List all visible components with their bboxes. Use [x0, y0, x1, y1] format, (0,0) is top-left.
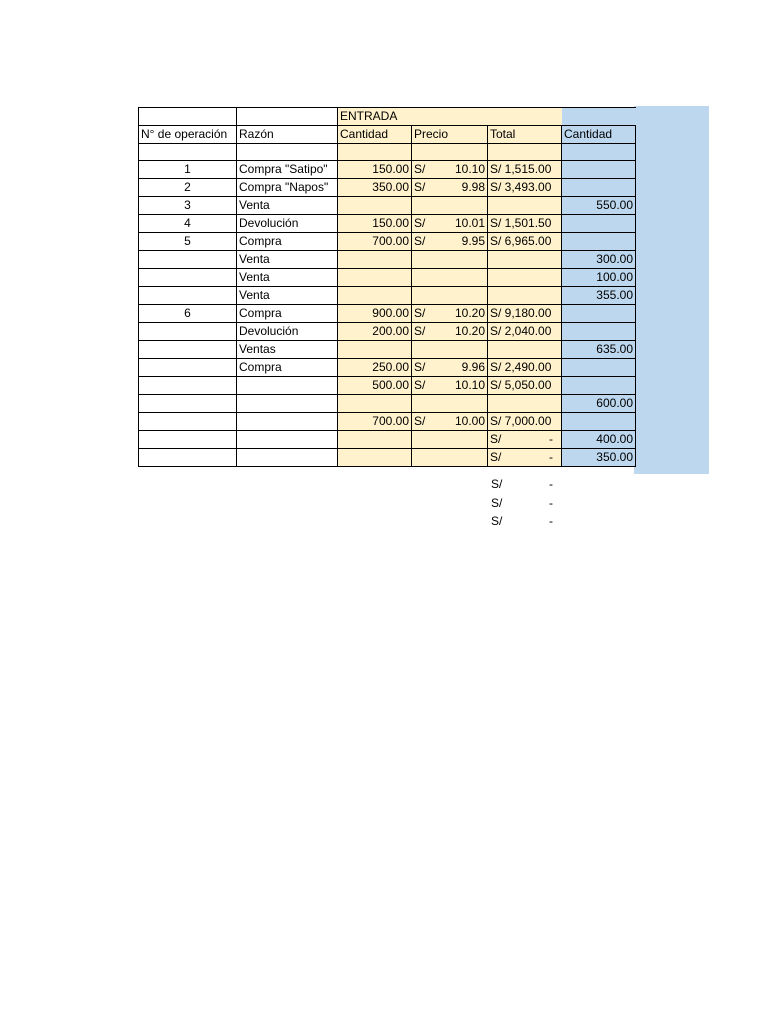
cell-cantidad[interactable]: [338, 449, 412, 467]
cell-total[interactable]: [488, 251, 562, 269]
cell-cantidad[interactable]: [338, 395, 412, 413]
cell-cantidad[interactable]: 900.00: [338, 305, 412, 323]
cell-razon[interactable]: [237, 395, 338, 413]
cell-cantidad[interactable]: 250.00: [338, 359, 412, 377]
cell-cantidad[interactable]: 700.00: [338, 233, 412, 251]
cell-cantidad[interactable]: [338, 144, 412, 161]
table-row: [139, 359, 636, 377]
cell-operacion[interactable]: [139, 395, 237, 413]
currency-symbol: S/: [414, 162, 426, 177]
col-header-operacion[interactable]: N° de operación: [139, 126, 237, 144]
cell-salida-cantidad[interactable]: 100.00: [562, 269, 636, 287]
cell-cantidad[interactable]: [338, 197, 412, 215]
cell-cantidad[interactable]: 200.00: [338, 323, 412, 341]
table-row: [139, 179, 636, 197]
currency-symbol: S/: [491, 495, 503, 510]
precio-value: 9.95: [461, 234, 485, 249]
cell-precio[interactable]: [412, 359, 488, 377]
cell-cantidad[interactable]: [338, 287, 412, 305]
cell-operacion[interactable]: 5: [139, 233, 237, 251]
cell-operacion[interactable]: 2: [139, 179, 237, 197]
precio-value: 10.20: [454, 324, 485, 339]
cell-salida-cantidad[interactable]: 350.00: [562, 449, 636, 467]
precio-value: 10.00: [454, 414, 485, 429]
cell-total[interactable]: S/ 2,040.00: [488, 323, 562, 341]
cell-razon[interactable]: Venta: [237, 287, 338, 305]
extra-total-cell[interactable]: [487, 512, 561, 531]
cell-razon[interactable]: Venta: [237, 251, 338, 269]
cell-precio[interactable]: [412, 305, 488, 323]
cell-total[interactable]: S/ 6,965.00: [488, 233, 562, 251]
currency-symbol: S/: [414, 324, 426, 339]
cell-precio[interactable]: [412, 215, 488, 233]
cell-razon[interactable]: Ventas: [237, 341, 338, 359]
table-row: [139, 413, 636, 431]
cell-operacion[interactable]: [139, 287, 237, 305]
total-dash: -: [549, 432, 553, 447]
cell-precio[interactable]: [412, 251, 488, 269]
currency-symbol: S/: [490, 450, 502, 465]
cell-precio[interactable]: [412, 377, 488, 395]
cell-razon[interactable]: Devolución: [237, 323, 338, 341]
currency-symbol: S/: [414, 234, 426, 249]
cell-operacion[interactable]: [139, 341, 237, 359]
cell-total[interactable]: S/ 5,050.00: [488, 377, 562, 395]
cell-total[interactable]: S/ 2,490.00: [488, 359, 562, 377]
cell-cantidad[interactable]: 150.00: [338, 215, 412, 233]
precio-value: 9.96: [461, 360, 485, 375]
precio-value: 10.20: [454, 306, 485, 321]
cell-operacion[interactable]: [139, 359, 237, 377]
cell-precio[interactable]: [412, 161, 488, 179]
table-row: [139, 449, 636, 467]
cell-total[interactable]: [488, 341, 562, 359]
cell-precio[interactable]: [412, 341, 488, 359]
cell-salida-cantidad[interactable]: [562, 305, 636, 323]
cell-total[interactable]: S/ 1,501.50: [488, 215, 562, 233]
cell-razon[interactable]: Devolución: [237, 215, 338, 233]
cell-precio[interactable]: [412, 449, 488, 467]
col-header-salida-cantidad[interactable]: Cantidad: [562, 126, 636, 144]
cell-total[interactable]: [488, 431, 562, 449]
cell-razon[interactable]: Compra: [237, 359, 338, 377]
total-dash: -: [549, 514, 553, 528]
col-header-total[interactable]: Total: [488, 126, 562, 144]
cell-cantidad[interactable]: [338, 431, 412, 449]
precio-value: 10.10: [454, 162, 485, 177]
cell-total[interactable]: [488, 449, 562, 467]
cell-precio[interactable]: [412, 144, 488, 161]
cell-operacion[interactable]: [139, 449, 237, 467]
cell-cantidad[interactable]: 700.00: [338, 413, 412, 431]
table-row: [139, 197, 636, 215]
cell-cantidad[interactable]: [338, 269, 412, 287]
currency-symbol: S/: [491, 514, 503, 528]
table-row: [139, 233, 636, 251]
precio-value: 9.98: [461, 180, 485, 195]
cell-cantidad[interactable]: 500.00: [338, 377, 412, 395]
cell-salida-cantidad[interactable]: 300.00: [562, 251, 636, 269]
cell-total[interactable]: [488, 395, 562, 413]
cell-razon[interactable]: Compra "Napos": [237, 179, 338, 197]
cell-precio[interactable]: [412, 431, 488, 449]
cell-razon[interactable]: Venta: [237, 269, 338, 287]
cell-salida-cantidad[interactable]: [562, 144, 636, 161]
cell-salida-cantidad[interactable]: 600.00: [562, 395, 636, 413]
cell-razon[interactable]: Compra: [237, 305, 338, 323]
cell-salida-cantidad[interactable]: [562, 323, 636, 341]
salida-header[interactable]: [562, 108, 636, 126]
cell-salida-cantidad[interactable]: [562, 233, 636, 251]
precio-value: 10.01: [454, 216, 485, 231]
cell-precio[interactable]: [412, 233, 488, 251]
cell-precio[interactable]: [412, 179, 488, 197]
cell-operacion[interactable]: 6: [139, 305, 237, 323]
cell-razon[interactable]: Compra: [237, 233, 338, 251]
cell-operacion[interactable]: 1: [139, 161, 237, 179]
cell-salida-cantidad[interactable]: [562, 359, 636, 377]
table-row: [139, 144, 636, 161]
cell-precio[interactable]: [412, 269, 488, 287]
cell-razon[interactable]: [237, 449, 338, 467]
currency-symbol: S/: [414, 180, 426, 195]
table-row: [139, 305, 636, 323]
col-header-cantidad[interactable]: Cantidad: [338, 126, 412, 144]
cell-salida-cantidad[interactable]: [562, 413, 636, 431]
cell-razon[interactable]: [237, 144, 338, 161]
col-header-razon[interactable]: Razón: [237, 126, 338, 144]
cell-cantidad[interactable]: [338, 341, 412, 359]
cell-razon[interactable]: Venta: [237, 197, 338, 215]
cell[interactable]: [139, 108, 237, 126]
cell[interactable]: [237, 108, 338, 126]
table-row: [139, 215, 636, 233]
table-row: [139, 287, 636, 305]
cell-razon[interactable]: [237, 413, 338, 431]
cell-operacion[interactable]: [139, 269, 237, 287]
cell-total[interactable]: S/ 3,493.00: [488, 179, 562, 197]
total-dash: -: [549, 495, 553, 510]
cell-total[interactable]: [488, 287, 562, 305]
extra-totals: [487, 475, 561, 531]
cell-operacion[interactable]: [139, 431, 237, 449]
currency-symbol: S/: [490, 432, 502, 447]
currency-symbol: S/: [491, 477, 503, 491]
cell-salida-cantidad[interactable]: [562, 377, 636, 395]
cell-razon[interactable]: [237, 431, 338, 449]
col-header-precio[interactable]: Precio: [412, 126, 488, 144]
cell-total[interactable]: [488, 269, 562, 287]
total-dash: -: [549, 477, 553, 491]
cell-salida-cantidad[interactable]: 355.00: [562, 287, 636, 305]
currency-symbol: S/: [414, 306, 426, 321]
table-row: [139, 395, 636, 413]
cell-salida-cantidad[interactable]: [562, 179, 636, 197]
cell-operacion[interactable]: [139, 251, 237, 269]
total-dash: -: [549, 450, 553, 465]
cell-precio[interactable]: [412, 395, 488, 413]
cell-operacion[interactable]: [139, 323, 237, 341]
currency-symbol: S/: [414, 414, 426, 429]
precio-value: 10.10: [454, 378, 485, 393]
currency-symbol: S/: [414, 378, 426, 393]
cell-precio[interactable]: [412, 323, 488, 341]
table-row: [139, 161, 636, 179]
cell-cantidad[interactable]: 350.00: [338, 179, 412, 197]
cell-total[interactable]: S/ 1,515.00: [488, 161, 562, 179]
cell-precio[interactable]: [412, 287, 488, 305]
table-row: [139, 251, 636, 269]
cell-precio[interactable]: [412, 413, 488, 431]
currency-symbol: S/: [414, 360, 426, 375]
cell-razon[interactable]: Compra "Satipo": [237, 161, 338, 179]
cell-total[interactable]: S/ 7,000.00: [488, 413, 562, 431]
table-row: [139, 377, 636, 395]
cell-salida-cantidad[interactable]: [562, 161, 636, 179]
cell-operacion[interactable]: [139, 144, 237, 161]
header-row-group: [139, 108, 636, 126]
cell-precio[interactable]: [412, 197, 488, 215]
cell-total[interactable]: [488, 144, 562, 161]
currency-symbol: S/: [414, 216, 426, 231]
extra-total-cell[interactable]: [487, 475, 561, 494]
cell-cantidad[interactable]: 150.00: [338, 161, 412, 179]
header-row-columns: [139, 126, 636, 144]
cell-total[interactable]: S/ 9,180.00: [488, 305, 562, 323]
table-row: [139, 269, 636, 287]
kardex-table: [138, 107, 636, 467]
table-row: [139, 323, 636, 341]
table-row: [139, 431, 636, 449]
cell-razon[interactable]: [237, 377, 338, 395]
entrada-header[interactable]: ENTRADA: [338, 108, 562, 126]
cell-operacion[interactable]: [139, 377, 237, 395]
cell-salida-cantidad[interactable]: 550.00: [562, 197, 636, 215]
salida-column-fill: [634, 106, 709, 474]
cell-salida-cantidad[interactable]: [562, 215, 636, 233]
cell-operacion[interactable]: 4: [139, 215, 237, 233]
cell-operacion[interactable]: [139, 413, 237, 431]
cell-cantidad[interactable]: [338, 251, 412, 269]
cell-salida-cantidad[interactable]: 400.00: [562, 431, 636, 449]
cell-operacion[interactable]: 3: [139, 197, 237, 215]
table-row: [139, 341, 636, 359]
cell-total[interactable]: [488, 197, 562, 215]
cell-salida-cantidad[interactable]: 635.00: [562, 341, 636, 359]
extra-total-cell[interactable]: [487, 494, 561, 513]
